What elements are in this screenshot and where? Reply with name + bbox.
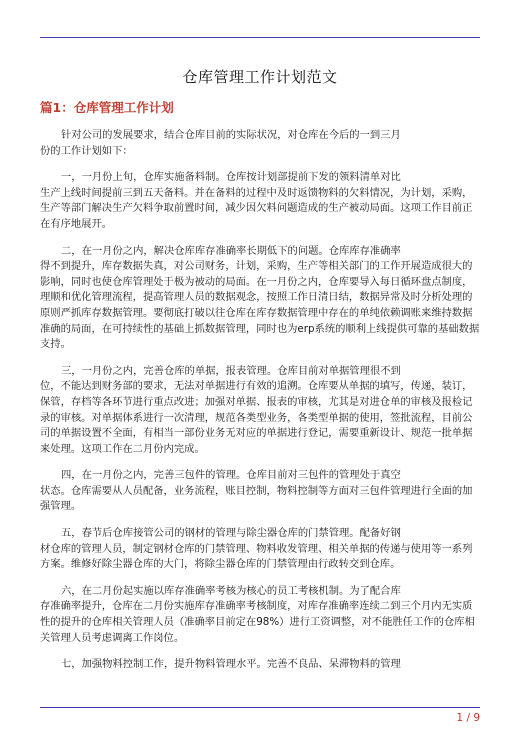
paragraph-line: 在有序地展开。 <box>40 217 113 230</box>
paragraph-line: 六，在二月份起实施以库存准确率考核为核心的员工考核机制。为了配合库 <box>61 584 401 597</box>
paragraph-line: 二，在一月份之内，解决仓库库存准确率长期低下的问题。仓库库存准确率 <box>61 244 401 257</box>
paragraph <box>40 170 480 232</box>
paragraph-line: 录的审核。对单据体系进行一次清理，规范各类型业务，各类型单据的使用，签批流程，目前公 <box>40 411 473 424</box>
paragraph-line: 四，在一月份之内，完善三包件的管理。仓库目前对三包件的管理处于真空 <box>61 469 401 482</box>
paragraph <box>40 657 480 673</box>
paragraph-line: 影响，同时也使仓库管理处于极为被动的局面。在一月份之内，仓库要导入每日循环盘点制度， <box>40 275 473 288</box>
footer-rule <box>40 707 480 708</box>
paragraph-line: 七，加强物料控制工作，提升物料管理水平。完善不良品、呆滞物料的管理 <box>61 658 401 671</box>
paragraph-line: 理顺和优化管理流程，提高管理人员的数据观念，按照工作日清日结，数据异常及时分析处理的 <box>40 291 473 304</box>
page-number: 1 / 9 <box>456 712 480 724</box>
paragraph-line: 状态。仓库需要从人员配备，业务流程，账目控制，物料控制等方面对三包件管理进行全面的加 <box>40 484 473 497</box>
paragraph <box>40 244 480 353</box>
paragraph-line: 五，春节后仓库接管公司的钢材的管理与除尘器仓库的门禁管理。配备好钢 <box>61 527 401 540</box>
paragraph-line: 生产上线时间提前三到五天备料。并在备料的过程中及时返馈物料的欠料情况，为计划，采购， <box>40 186 473 199</box>
paragraph-line: 份的工作计划如下： <box>40 144 133 157</box>
paragraph-line: 保管，存档等各环节进行重点改进；加强对单据、报表的审核，尤其是对进仓单的审核及报检记 <box>40 395 473 408</box>
paragraph-line: 支持。 <box>40 338 71 351</box>
header-rule <box>40 37 480 38</box>
paragraph-line: 存准确率提升，仓库在二月份实施库存准确率考核制度，对库存准确率连续二到三个月内无实质 <box>40 600 473 613</box>
document-body <box>40 128 480 684</box>
paragraph-line: 性的提升的仓库相关管理人员（准确率目前定在98%）进行工资调整，对不能胜任工作的仓库相 <box>40 616 475 629</box>
paragraph-line: 生产等部门解决生产欠料争取前置时间，减少因欠料问题造成的生产被动局面。这项工作目前正 <box>40 202 473 215</box>
paragraph-line: 来处理。这项工作在二月份内完成。 <box>40 442 205 455</box>
paragraph <box>40 128 480 159</box>
section-heading: 篇1：仓库管理工作计划 <box>40 100 174 115</box>
paragraph-line: 准确的局面，在可持续性的基础上抓数据管理，同时也为erp系统的顺利上线提供可靠的基础数据 <box>40 322 480 335</box>
paragraph-line: 关管理人员考虑调离工作岗位。 <box>40 631 185 644</box>
paragraph-line: 原则严抓库存数据管理。要彻底打破以往仓库在库存数据管理中存在的单纯依赖调账来维持数据 <box>40 306 473 319</box>
paragraph-line: 针对公司的发展要求，结合仓库目前的实际状况，对仓库在今后的一到三月 <box>61 129 401 141</box>
paragraph-line: 材仓库的管理人员，制定钢材仓库的门禁管理、物料收发管理、相关单据的传递与使用等一系列 <box>40 542 473 555</box>
paragraph-line: 位，不能达到财务部的要求，无法对单据进行有效的追溯。仓库要从单据的填写，传递，装订， <box>40 380 473 393</box>
paragraph-line: 司的单据设置不全面，有相当一部份业务无对应的单据进行登记，需要重新设计、规范一批单据 <box>40 427 473 440</box>
paragraph <box>40 468 480 515</box>
paragraph-line: 强管理。 <box>40 500 82 513</box>
document-title: 仓库管理工作计划范文 <box>182 68 338 86</box>
paragraph-line: 方案。维修好除尘器仓库的大门，将除尘器仓库的门禁管理由行政转交到仓库。 <box>40 558 401 571</box>
paragraph-line: 三，一月份之内，完善仓库的单据，报表管理。仓库目前对单据管理很不到 <box>61 364 401 377</box>
paragraph <box>40 584 480 646</box>
paragraph-line: 得不到提升，库存数据失真，对公司财务，计划，采购，生产等相关部门的工作开展造成很大的 <box>40 260 473 273</box>
paragraph <box>40 364 480 458</box>
paragraph <box>40 526 480 573</box>
paragraph-line: 一，一月份上旬，仓库实施备料制。仓库按计划部提前下发的领料清单对比 <box>61 171 401 184</box>
